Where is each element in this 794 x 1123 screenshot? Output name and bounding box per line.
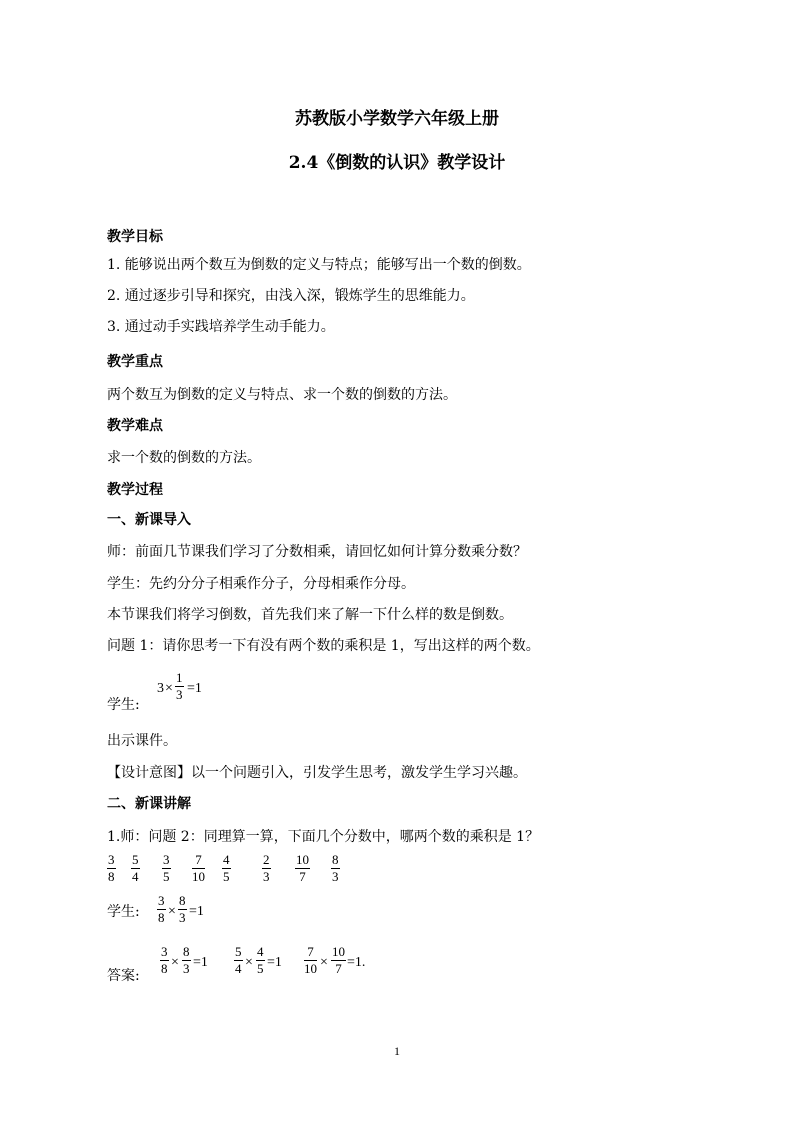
- numerator: 7: [304, 944, 317, 961]
- fraction: [182, 944, 191, 976]
- fraction-item: [131, 852, 140, 884]
- times-symbol: ×: [168, 904, 176, 919]
- equals-one: =1.: [347, 955, 366, 970]
- key-text: 两个数互为倒数的定义与特点、求一个数的倒数的方法。: [107, 387, 457, 403]
- denominator: 8: [108, 869, 115, 884]
- fraction-item: [295, 852, 310, 884]
- equals-one: =1: [189, 904, 204, 919]
- denominator: 8: [158, 910, 165, 925]
- fraction-item: [107, 852, 116, 884]
- times-symbol: ×: [171, 955, 179, 970]
- fraction-item: [262, 852, 271, 884]
- fraction-item: [192, 852, 205, 884]
- goal-item: 1. 能够说出两个数互为倒数的定义与特点；能够写出一个数的倒数。: [107, 257, 531, 273]
- numerator: 2: [263, 852, 270, 867]
- fraction: [304, 944, 317, 976]
- fraction-item: [222, 852, 231, 884]
- denominator: 5: [223, 869, 230, 884]
- design-intent: 【设计意图】以一个问题引入，引发学生思考，激发学生学习兴趣。: [107, 765, 527, 781]
- fraction-item: [331, 852, 340, 884]
- section1-heading: 一、新课导入: [107, 512, 191, 528]
- numerator: 10: [332, 944, 345, 959]
- numerator: 8: [332, 852, 339, 867]
- equals-one: =1: [267, 955, 282, 970]
- numerator: 4: [257, 944, 264, 959]
- question-2: 1.师：问题 2：同理算一算，下面几个分数中，哪两个数的乘积是 1？: [107, 829, 540, 845]
- numerator: 8: [179, 893, 186, 908]
- goal-item: 3. 通过动手实践培养学生动手能力。: [107, 319, 335, 335]
- equals-one: =1: [187, 681, 202, 696]
- key-heading: 教学重点: [107, 354, 163, 370]
- fraction: [157, 893, 166, 925]
- denominator: 5: [257, 961, 264, 976]
- process-heading: 教学过程: [107, 482, 163, 498]
- fraction: [178, 893, 187, 925]
- times-symbol: ×: [245, 955, 253, 970]
- intro-line: 师：前面几节课我们学习了分数相乘，请回忆如何计算分数乘分数？: [107, 544, 527, 560]
- times-symbol: ×: [165, 681, 173, 696]
- denominator: 3: [332, 869, 339, 884]
- student-label: 学生:: [107, 904, 140, 920]
- numerator: 5: [132, 852, 139, 867]
- fraction: [175, 670, 184, 702]
- intro-line: 问题 1：请你思考一下有没有两个数的乘积是 1，写出这样的两个数。: [107, 638, 540, 654]
- numerator: 3: [161, 944, 168, 959]
- difficulty-heading: 教学难点: [107, 418, 163, 434]
- fraction: [160, 944, 169, 976]
- numerator: 8: [183, 944, 190, 959]
- document-subtitle: 2.4《倒数的认识》教学设计: [288, 153, 506, 173]
- denominator: 5: [163, 869, 170, 884]
- equals-one: =1: [193, 955, 208, 970]
- denominator: 7: [335, 961, 342, 976]
- goal-item: 2. 通过逐步引导和探究，由浅入深，锻炼学生的思维能力。: [107, 288, 475, 304]
- times-symbol: ×: [320, 955, 328, 970]
- numerator: 10: [296, 852, 309, 867]
- difficulty-text: 求一个数的倒数的方法。: [107, 450, 261, 466]
- answer-label: 答案:: [107, 968, 140, 984]
- denominator: 4: [235, 961, 242, 976]
- numerator: 1: [176, 670, 183, 685]
- numerator: 7: [192, 852, 205, 869]
- section2-heading: 二、新课讲解: [107, 796, 191, 812]
- intro-line: 学生：先约分分子相乘作分子，分母相乘作分母。: [107, 576, 415, 592]
- denominator: 3: [176, 687, 183, 702]
- page-number: 1: [394, 1044, 400, 1058]
- student-label: 学生:: [107, 697, 140, 713]
- numerator: 5: [235, 944, 242, 959]
- goals-heading: 教学目标: [107, 229, 163, 245]
- intro-line: 本节课我们将学习倒数，首先我们来了解一下什么样的数是倒数。: [107, 607, 513, 623]
- denominator: 3: [263, 869, 270, 884]
- document-title: 苏教版小学数学六年级上册: [295, 109, 499, 129]
- denominator: 10: [304, 961, 317, 976]
- denominator: 7: [299, 869, 306, 884]
- numerator: 4: [223, 852, 230, 867]
- numerator: 3: [108, 852, 115, 867]
- numerator: 3: [158, 893, 165, 908]
- denominator: 3: [179, 910, 186, 925]
- denominator: 8: [161, 961, 168, 976]
- denominator: 10: [192, 869, 205, 884]
- denominator: 3: [183, 961, 190, 976]
- eq1-whole: 3: [157, 681, 164, 696]
- fraction: [234, 944, 243, 976]
- numerator: 3: [163, 852, 170, 867]
- show-courseware: 出示课件。: [107, 733, 177, 749]
- fraction: [256, 944, 265, 976]
- fraction: [331, 944, 346, 976]
- fraction-item: [162, 852, 171, 884]
- denominator: 4: [132, 869, 139, 884]
